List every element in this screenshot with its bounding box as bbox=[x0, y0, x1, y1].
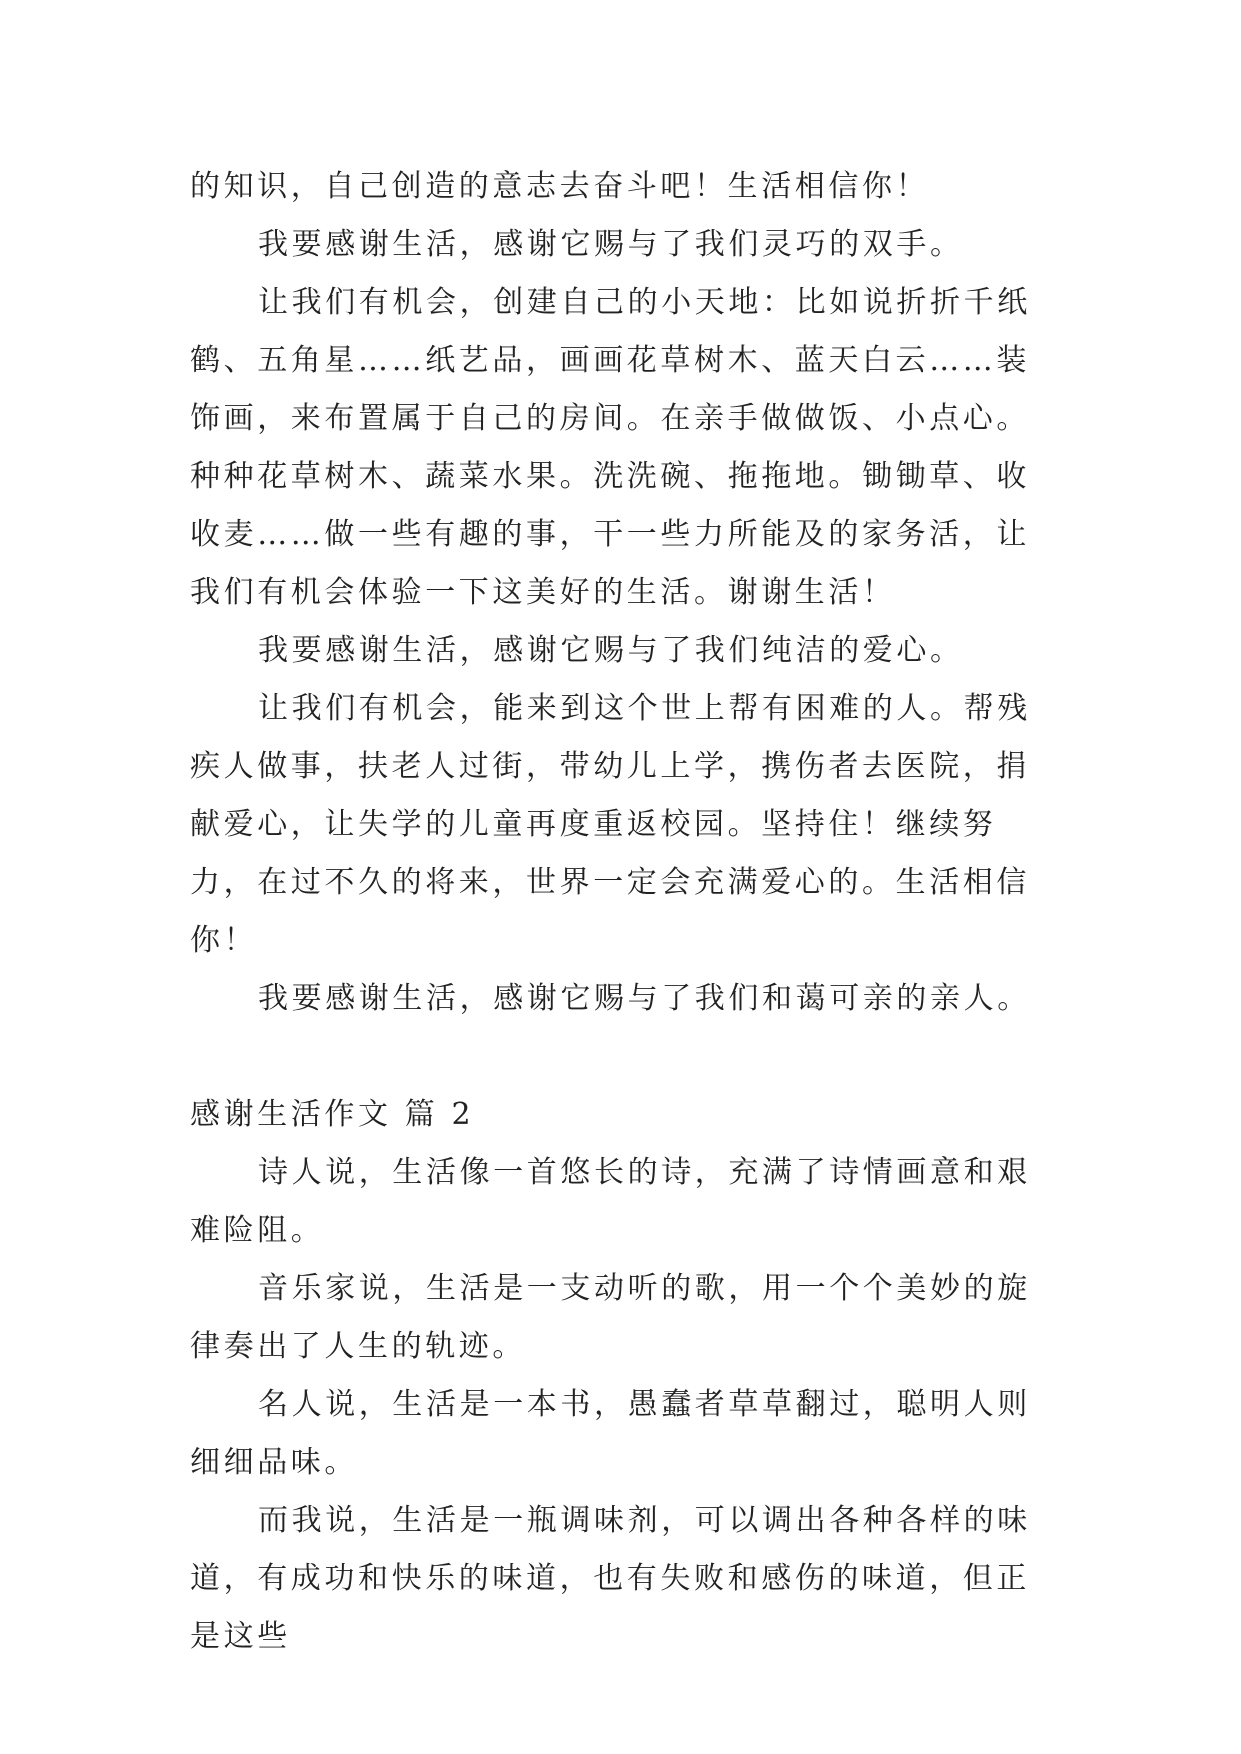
paragraph: 让我们有机会，创建自己的小天地：比如说折折千纸鹤、五角星……纸艺品，画画花草树木、蓝天白云……装饰画，来布置属于自己的房间。在亲手做做饭、小点心。种种花草树木、蔬菜水果。洗洗碗、拖拖地。锄锄草、收收麦……做一些有趣的事，干一些力所能及的家务活，让我们有机会体验一下这美好的生活。谢谢生活！ bbox=[190, 285, 1031, 610]
paragraph: 名人说，生活是一本书，愚蠢者草草翻过，聪明人则细细品味。 bbox=[190, 1387, 1031, 1480]
paragraph: 音乐家说，生活是一支动听的歌，用一个个美妙的旋律奏出了人生的轨迹。 bbox=[190, 1271, 1031, 1364]
paragraph: 我要感谢生活，感谢它赐与了我们纯洁的爱心。 bbox=[258, 633, 964, 668]
section-title: 感谢生活作文 篇 2 bbox=[190, 1097, 475, 1132]
paragraph-continuation: 的知识，自己创造的意志去奋斗吧！生活相信你！ bbox=[190, 169, 930, 204]
paragraph: 而我说，生活是一瓶调味剂，可以调出各种各样的味道，有成功和快乐的味道，也有失败和感伤的味道，但正是这些 bbox=[190, 1503, 1031, 1654]
paragraph: 诗人说，生活像一首悠长的诗，充满了诗情画意和艰难险阻。 bbox=[190, 1155, 1031, 1248]
paragraph: 我要感谢生活，感谢它赐与了我们灵巧的双手。 bbox=[258, 227, 964, 262]
document-body bbox=[190, 158, 1050, 1666]
paragraph: 我要感谢生活，感谢它赐与了我们和蔼可亲的亲人。 bbox=[258, 981, 1031, 1016]
paragraph: 让我们有机会，能来到这个世上帮有困难的人。帮残疾人做事，扶老人过街，带幼儿上学，携伤者去医院，捐献爱心，让失学的儿童再度重返校园。坚持住！继续努力，在过不久的将来，世界一定会充满爱心的。生活相信你！ bbox=[190, 691, 1031, 958]
